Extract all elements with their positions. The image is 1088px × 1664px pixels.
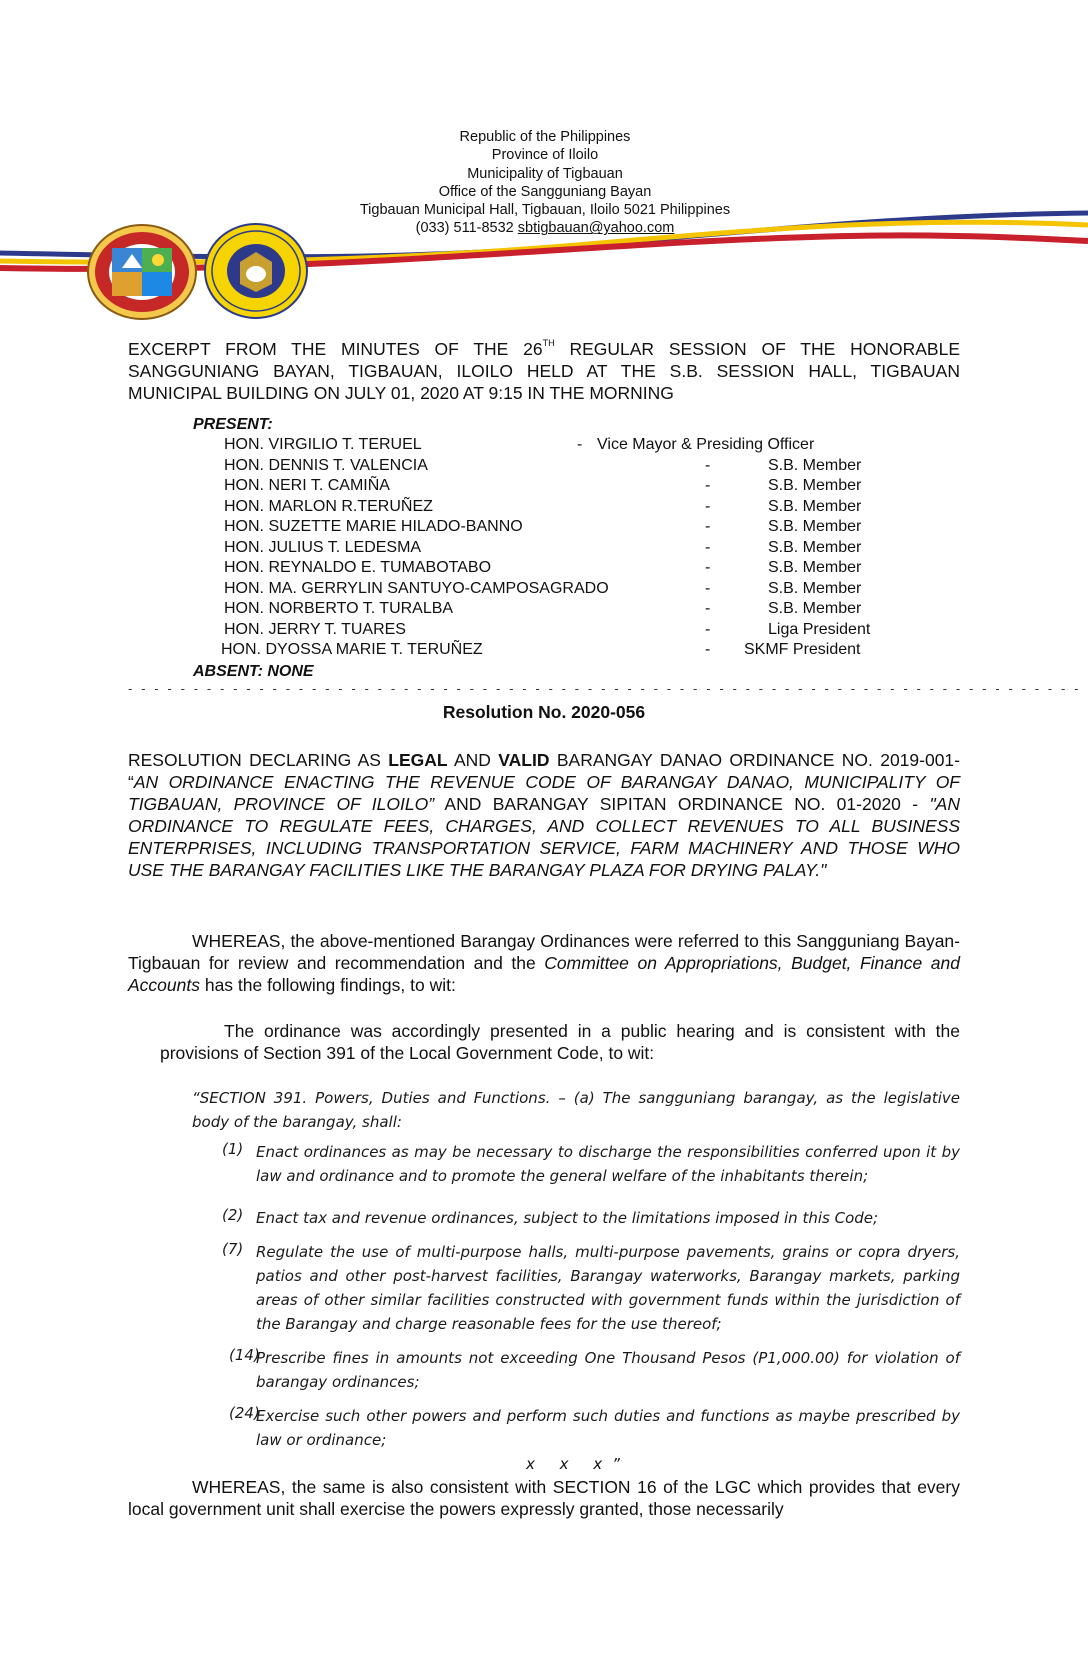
- title-ordinance-1: AN ORDINANCE ENACTING THE REVENUE CODE OF BARANGAY DANAO, MUNICIPALITY OF TIGBAUAN, PROVINCE OF ILOILO”: [128, 772, 960, 814]
- member-name: HON. REYNALDO E. TUMABOTABO: [224, 559, 492, 576]
- item-text: Regulate the use of multi-purpose halls, multi-purpose pavements, grains or copra dryers, patios and other post-harvest facilities, Barangay waterworks, Barangay markets, parking areas of other similar facilities constructed with government funds within the jurisdiction of the Barangay and charge reasonable fees for the use thereof;: [256, 1243, 960, 1333]
- item-text: Enact tax and revenue ordinances, subject to the limitations imposed in this Code;: [256, 1209, 879, 1227]
- whereas1-text: WHEREAS, the above-mentioned Barangay Ordinances were referred to this Sangguniang Bayan-Tigbauan for review and recommendation and the: [128, 931, 960, 973]
- absent-label: ABSENT: NONE: [193, 663, 314, 680]
- member-dash: -: [705, 620, 711, 638]
- member-dash: -: [705, 579, 711, 597]
- resolution-number: Resolution No. 2020-056: [442, 702, 646, 722]
- present-label: PRESENT:: [193, 416, 273, 433]
- finding-paragraph: The ordinance was accordingly presented in a public hearing and is consistent with the provisions of Section 391 of the Local Government Code, to wit:: [160, 1021, 960, 1063]
- member-position: SKMF President: [744, 641, 861, 658]
- phone-number: (033) 511-8532: [415, 220, 514, 237]
- divider-line: - - - - - - - - - - - - - - - - - - - - - - - - - - - - - - - - - - - - - - - - - - - - - - - - - - - - - - - - - - - - - - - - - - - - - - - - -: [128, 681, 1082, 696]
- item-number: (7): [222, 1240, 244, 1258]
- letterhead-line: Republic of the Philippines: [459, 129, 631, 145]
- letterhead-text: [300, 128, 790, 238]
- title-ordinance-2: "AN ORDINANCE TO REGULATE FEES, CHARGES, AND COLLECT REVENUES TO ALL BUSINESS ENTERPRISES, INCLUDING TRANSPORTATION SERVICE, FARM MACHINERY AND THOSE WHO USE THE BARANGAY FACILITIES LIKE THE BARANGAY PLAZA FOR DRYING PALAY.": [128, 794, 960, 880]
- contact-line: [300, 219, 790, 237]
- member-position: S.B. Member: [768, 559, 862, 576]
- member-position: Liga President: [768, 620, 871, 638]
- item-number: (2): [222, 1206, 244, 1224]
- member-dash: -: [705, 600, 711, 617]
- item-number: (1): [222, 1140, 244, 1158]
- member-position: S.B. Member: [768, 497, 862, 515]
- item-text: Exercise such other powers and perform such duties and functions as maybe prescribed by law or ordinance;: [256, 1407, 960, 1449]
- member-name: HON. MA. GERRYLIN SANTUYO-CAMPOSAGRADO: [224, 579, 609, 597]
- member-name: HON. JULIUS T. LEDESMA: [224, 538, 422, 556]
- member-dash: -: [705, 559, 711, 576]
- excerpt-heading: [128, 332, 960, 404]
- member-name: HON. SUZETTE MARIE HILADO-BANNO: [224, 518, 523, 535]
- member-position: S.B. Member: [768, 477, 862, 494]
- member-name: HON. JERRY T. TUARES: [224, 620, 406, 638]
- letterhead-line: Province of Iloilo: [491, 147, 599, 164]
- title-part: BARANGAY DANAO ORDINANCE NO. 2019-001- “: [128, 750, 960, 792]
- excerpt-sup: TH: [542, 338, 555, 348]
- member-name: HON. MARLON R.TERUÑEZ: [224, 497, 433, 515]
- member-position: S.B. Member: [768, 600, 862, 617]
- letterhead-line: Tigbauan Municipal Hall, Tigbauan, Iloilo 5021 Philippines: [359, 202, 731, 219]
- member-position: Vice Mayor & Presiding Officer: [597, 436, 815, 453]
- member-dash: -: [705, 477, 711, 494]
- item-number: (24): [229, 1404, 260, 1422]
- municipality-seal: [86, 224, 198, 320]
- member-position: S.B. Member: [768, 518, 862, 535]
- member-name: HON. DENNIS T. VALENCIA: [224, 456, 428, 474]
- item-text: Prescribe fines in amounts not exceeding One Thousand Pesos (P1,000.00) for violation of barangay ordinances;: [256, 1349, 960, 1391]
- letterhead-line: Office of the Sangguniang Bayan: [438, 183, 652, 200]
- letterhead-line: Municipality of Tigbauan: [467, 165, 623, 182]
- item-text: Enact ordinances as may be necessary to discharge the responsibilities conferred upon it by law and ordinance and to promote the general welfare of the inhabitants therein;: [256, 1143, 960, 1185]
- member-position: S.B. Member: [768, 538, 862, 556]
- title-part: RESOLUTION DECLARING AS: [128, 750, 389, 770]
- whereas1-text-end: has the following findings, to wit:: [199, 975, 456, 995]
- excerpt-before: EXCERPT FROM THE MINUTES OF THE 26: [128, 339, 543, 359]
- whereas-paragraph-1: [128, 930, 960, 996]
- title-part: AND: [447, 750, 499, 770]
- member-dash: -: [577, 436, 583, 453]
- sangguniang-bayan-seal: [203, 222, 309, 320]
- member-dash: -: [705, 456, 711, 474]
- committee-name: Committee on Appropriations, Budget, Finance and Accounts: [128, 953, 960, 995]
- section-391-lead: “SECTION 391. Powers, Duties and Functions. – (a) The sangguniang barangay, as the legislative body of the barangay, shall:: [192, 1089, 960, 1131]
- member-dash: -: [705, 497, 711, 515]
- item-number: (14): [229, 1346, 260, 1364]
- member-name: HON. VIRGILIO T. TERUEL: [224, 436, 422, 453]
- email-link[interactable]: sbtigbauan@yahoo.com: [517, 220, 675, 237]
- member-dash: -: [705, 641, 711, 658]
- whereas-paragraph-2: WHEREAS, the same is also consistent with SECTION 16 of the LGC which provides that every local government unit shall exercise the powers expressly granted, those necessarily: [128, 1477, 960, 1519]
- title-valid: VALID: [498, 750, 550, 770]
- member-name: HON. NERI T. CAMIÑA: [224, 477, 390, 494]
- member-dash: -: [705, 538, 711, 556]
- quote-closing: x x x”: [526, 1455, 630, 1473]
- title-legal: LEGAL: [388, 750, 448, 770]
- member-name: HON. NORBERTO T. TURALBA: [224, 600, 454, 617]
- member-position: S.B. Member: [768, 579, 862, 597]
- excerpt-after: REGULAR SESSION OF THE HONORABLE SANGGUNIANG BAYAN, TIGBAUAN, ILOILO HELD AT THE S.B. SESSION HALL, TIGBAUAN MUNICIPAL BUILDING ON JULY 01, 2020 AT 9:15 IN THE MORNING: [128, 339, 960, 403]
- member-name: HON. DYOSSA MARIE T. TERUÑEZ: [221, 641, 483, 658]
- member-position: S.B. Member: [768, 456, 862, 474]
- resolution-title: [128, 749, 960, 881]
- member-dash: -: [705, 518, 711, 535]
- title-part: AND BARANGAY SIPITAN ORDINANCE NO. 01-2020 -: [434, 794, 930, 814]
